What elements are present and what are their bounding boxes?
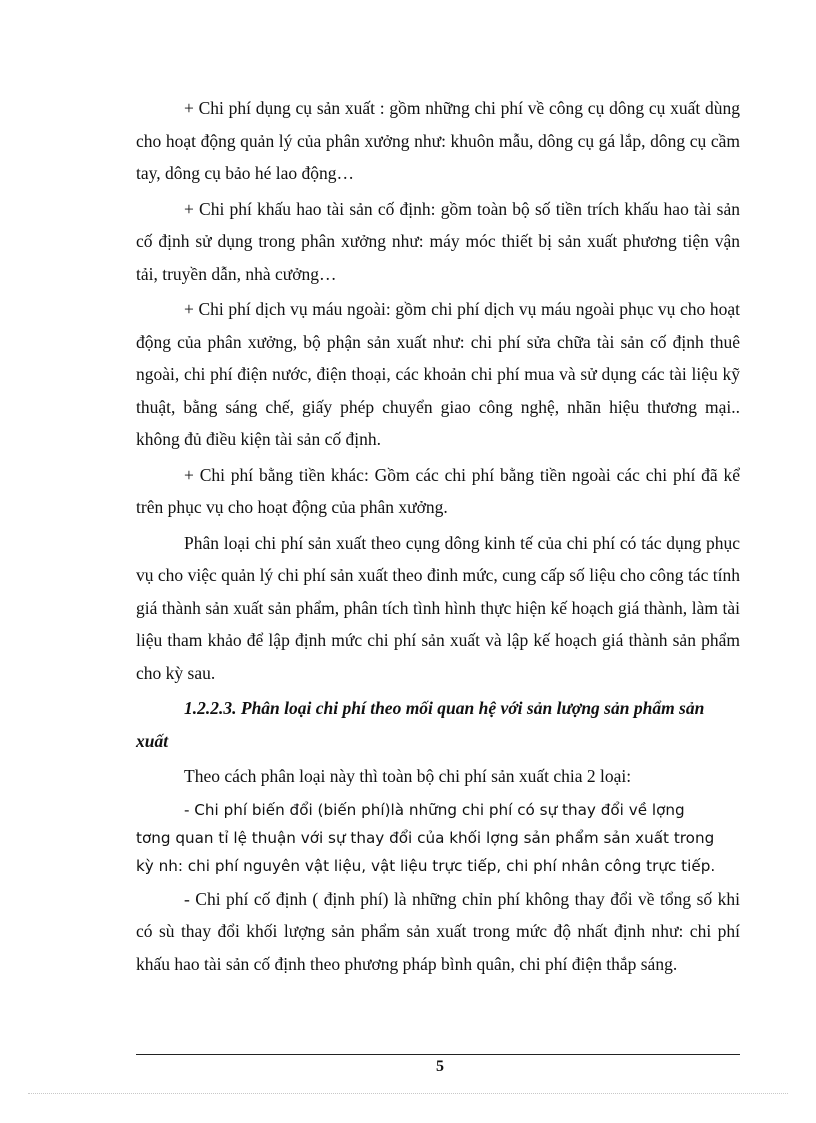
paragraph-classification-intro: Theo cách phân loại này thì toàn bộ chi phí sản xuất chia 2 loại:: [184, 766, 632, 786]
paragraph-depreciation-costs: + Chi phí khấu hao tài sản cố định: gồm toàn bộ số tiền trích khấu hao tài sản cố định sử dụng trong phân xưởng như: máy móc thiết bị sản xuất phương tiện vận tải, truyền dẫn, nhà cưởng…: [136, 198, 740, 284]
paragraph-fixed-cost: - Chi phí cố định ( định phí) là những chỉn phí không thay đổi về tổng số khi có sù thay đổi khối lượng sản phẩm sản xuất trong mức độ nhất định như: chi phí khấu hao tài sản cố định theo phương pháp bình quân, chi phí điện thắp sáng.: [136, 888, 740, 974]
footer-divider: [136, 1054, 740, 1055]
variable-cost-block: [136, 796, 740, 880]
page-number: 5: [436, 1058, 444, 1075]
section-heading: 1.2.2.3. Phân loại chi phí theo mối quan hệ với sản lượng sản phẩm sản xuất: [136, 698, 705, 751]
page-bottom-border: [28, 1093, 788, 1094]
variable-cost-line-1: - Chi phí biến đổi (biến phí)là những chi phí có sự thay đổi về lợng: [184, 800, 685, 819]
page-content: [136, 92, 740, 983]
paragraph-outsourced-service-costs: + Chi phí dịch vụ máu ngoài: gồm chi phí dịch vụ máu ngoài phục vụ cho hoạt động của phân xưởng, bộ phận sản xuất như: chi phí sửa chữa tài sản cố định thuê ngoài, chi phí điện nước, điện thoại, các khoản chi phí mua và sử dụng các tài liệu kỹ thuật, bằng sáng chế, giấy phép chuyển giao công nghệ, nhãn hiệu thương mại.. không đủ điều kiện tài sản cố định.: [136, 299, 740, 449]
variable-cost-line-3: kỳ nh: chi phí nguyên vật liệu, vật liệu trực tiếp, chi phí nhân công trực tiếp.: [136, 856, 716, 875]
variable-cost-line-2: tơng quan tỉ lệ thuận với sự thay đổi của khối lợng sản phẩm sản xuất trong: [136, 828, 715, 847]
paragraph-other-cash-costs: + Chi phí bằng tiền khác: Gồm các chi phí bằng tiền ngoài các chi phí đã kể trên phục vụ cho hoạt động của phân xưởng.: [136, 464, 740, 517]
paragraph-tool-costs: + Chi phí dụng cụ sản xuất : gồm những chi phí về công cụ dông cụ xuất dùng cho hoạt động quản lý của phân xưởng như: khuôn mẫu, dông cụ gá lắp, dông cụ cầm tay, dông cụ bảo hé lao động…: [136, 98, 740, 183]
paragraph-classification-summary: Phân loại chi phí sản xuất theo cụng dông kinh tế của chi phí có tác dụng phục vụ cho việc quản lý chi phí sản xuất theo đinh mức, cung cấp số liệu cho công tác tính giá thành sản xuất sản phẩm, phân tích tình hình thực hiện kế hoạch giá thành, làm tài liệu tham khảo để lập định mức chi phí sản xuất và lập kế hoạch giá thành sản phẩm cho kỳ sau.: [136, 532, 740, 683]
